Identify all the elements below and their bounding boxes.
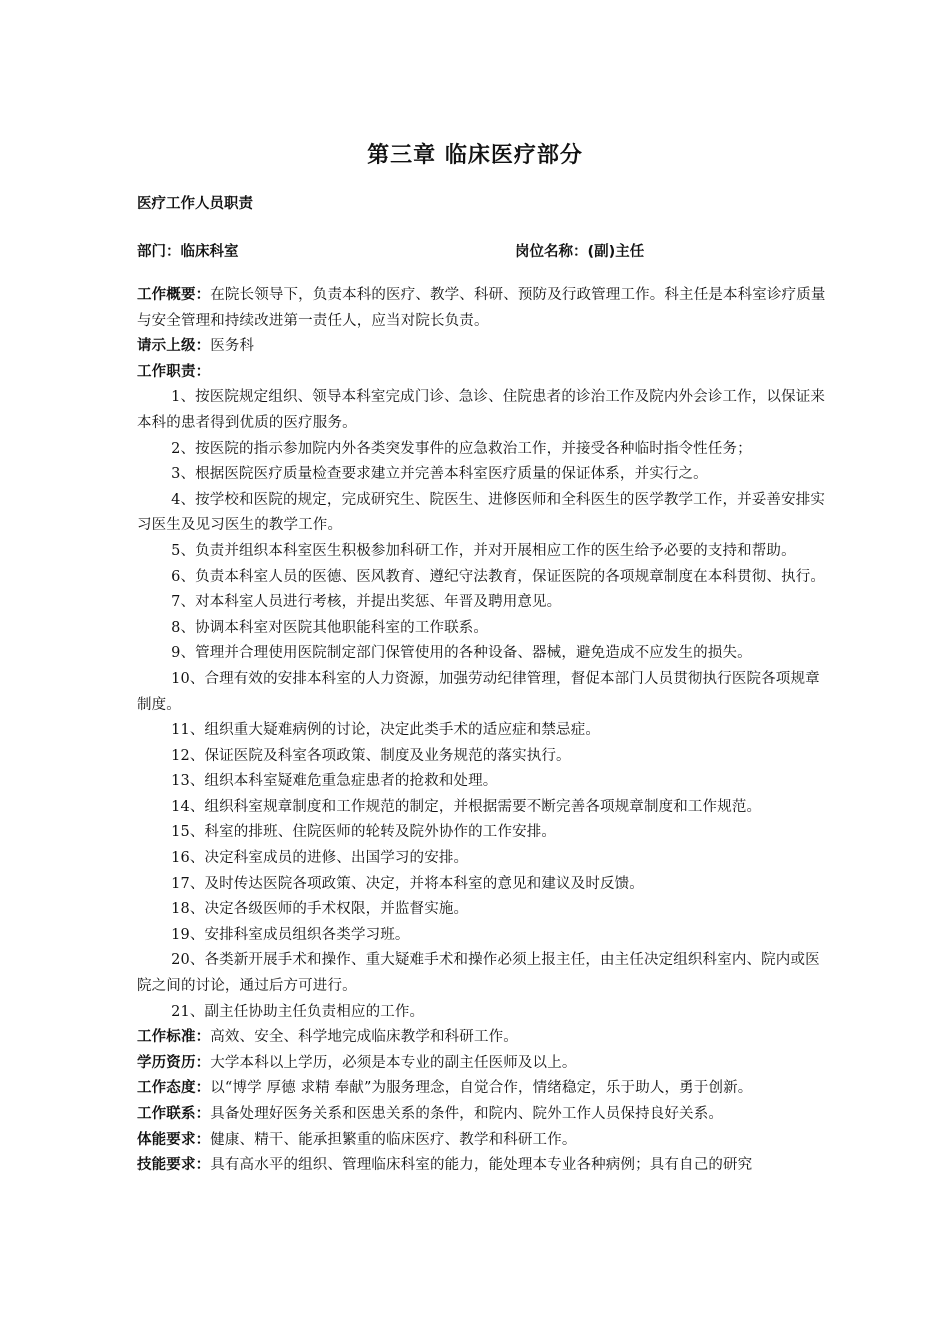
standard-paragraph xyxy=(137,1025,827,1051)
duty-item: 16、决定科室成员的进修、出国学习的安排。 xyxy=(171,850,469,867)
education-paragraph xyxy=(137,1051,827,1077)
relations-label: 工作联系： xyxy=(137,1106,211,1122)
section-title: 医疗工作人员职责 xyxy=(137,196,253,212)
skills-text: 具有高水平的组织、管理临床科室的能力，能处理本专业各种病例；具有自己的研究 xyxy=(210,1157,753,1174)
physical-text: 健康、精干、能承担繁重的临床医疗、教学和科研工作。 xyxy=(210,1131,577,1148)
duty-item: 14、组织科室规章制度和工作规范的制定，并根据需要不断完善各项规章制度和工作规范。 xyxy=(171,798,762,815)
standard-text: 高效、安全、科学地完成临床教学和科研工作。 xyxy=(210,1029,518,1046)
attitude-paragraph xyxy=(137,1076,827,1102)
standard-label: 工作标准： xyxy=(137,1029,211,1046)
duty-item: 8、协调本科室对医院其他职能科室的工作联系。 xyxy=(171,619,489,636)
overview-text: 在院长领导下，负责本科的医疗、教学、科研、预防及行政管理工作。科主任是本科室诊疗质量与安全管理和持续改进第一责任人，应当对院长负责。 xyxy=(137,287,826,329)
department-label: 部门：临床科室 xyxy=(137,244,239,260)
duty-item: 20、各类新开展手术和操作、重大疑难手术和操作必须上报主任，由主任决定组织科室内、院内或医院之间的讨论，通过后方可进行。 xyxy=(137,952,820,995)
duty-item: 7、对本科室人员进行考核，并提出奖惩、年晋及聘用意见。 xyxy=(171,594,562,611)
duty-item: 1、按医院规定组织、领导本科室完成门诊、急诊、住院患者的诊治工作及院内外会诊工作，以保证来本科的患者得到优质的医疗服务。 xyxy=(137,389,826,431)
duty-item: 18、决定各级医师的手术权限，并监督实施。 xyxy=(171,901,469,918)
overview-paragraph xyxy=(137,283,827,334)
relations-text: 具备处理好医务关系和医患关系的条件，和院内、院外工作人员保持良好关系。 xyxy=(210,1106,723,1122)
physical-paragraph xyxy=(137,1128,827,1154)
duty-item: 19、安排科室成员组织各类学习班。 xyxy=(171,926,410,943)
duty-item: 21、副主任协助主任负责相应的工作。 xyxy=(171,1003,425,1020)
duty-item: 2、按医院的指示参加院内外各类突发事件的应急救治工作，并接受各种临时指令性任务； xyxy=(171,440,752,457)
duty-item: 13、组织本科室疑难危重急症患者的抢救和处理。 xyxy=(171,773,498,790)
duty-item: 15、科室的排班、住院医师的轮转及院外协作的工作安排。 xyxy=(171,824,557,841)
overview-label: 工作概要： xyxy=(137,287,211,303)
education-label: 学历资历： xyxy=(137,1054,211,1071)
superior-label: 请示上级： xyxy=(137,338,211,355)
attitude-text: 以“博学 厚德 求精 奉献”为服务理念，自觉合作，情绪稳定，乐于助人，勇于创新。 xyxy=(210,1080,753,1097)
relations-paragraph xyxy=(137,1102,827,1128)
attitude-label: 工作态度： xyxy=(137,1080,211,1097)
duty-item: 17、及时传达医院各项政策、决定，并将本科室的意见和建议及时反馈。 xyxy=(171,875,644,892)
duty-item: 3、根据医院医疗质量检查要求建立并完善本科室医疗质量的保证体系，并实行之。 xyxy=(171,466,708,483)
duty-item: 4、按学校和医院的规定，完成研究生、院医生、进修医师和全科医生的医学教学工作，并妥善安排实习医生及见习医生的教学工作。 xyxy=(137,491,826,534)
physical-label: 体能要求： xyxy=(137,1131,211,1148)
duty-item: 12、保证医院及科室各项政策、制度及业务规范的落实执行。 xyxy=(171,747,571,764)
duty-item: 5、负责并组织本科室医生积极参加科研工作，并对开展相应工作的医生给予必要的支持和帮助。 xyxy=(171,542,796,559)
chapter-title: 第三章 临床医疗部分 xyxy=(367,143,583,168)
duty-item: 10、合理有效的安排本科室的人力资源，加强劳动纪律管理，督促本部门人员贯彻执行医院各项规章制度。 xyxy=(137,670,820,713)
duty-item: 9、管理并合理使用医院制定部门保管使用的各种设备、器械，避免造成不应发生的损失。 xyxy=(171,645,752,662)
position-label: 岗位名称：(副)主任 xyxy=(515,244,645,260)
education-text: 大学本科以上学历，必须是本专业的副主任医师及以上。 xyxy=(210,1054,577,1071)
skills-paragraph xyxy=(137,1153,827,1179)
superior-text: 医务科 xyxy=(210,338,255,355)
document-body xyxy=(137,283,827,1179)
skills-label: 技能要求： xyxy=(137,1157,211,1174)
superior-paragraph xyxy=(137,334,827,360)
duty-item: 11、组织重大疑难病例的讨论，决定此类手术的适应症和禁忌症。 xyxy=(171,722,601,739)
department-position-row xyxy=(137,240,827,262)
duty-item: 6、负责本科室人员的医德、医风教育、遵纪守法教育，保证医院的各项规章制度在本科贯彻、执行。 xyxy=(171,568,826,585)
duties-label: 工作职责： xyxy=(137,363,211,380)
